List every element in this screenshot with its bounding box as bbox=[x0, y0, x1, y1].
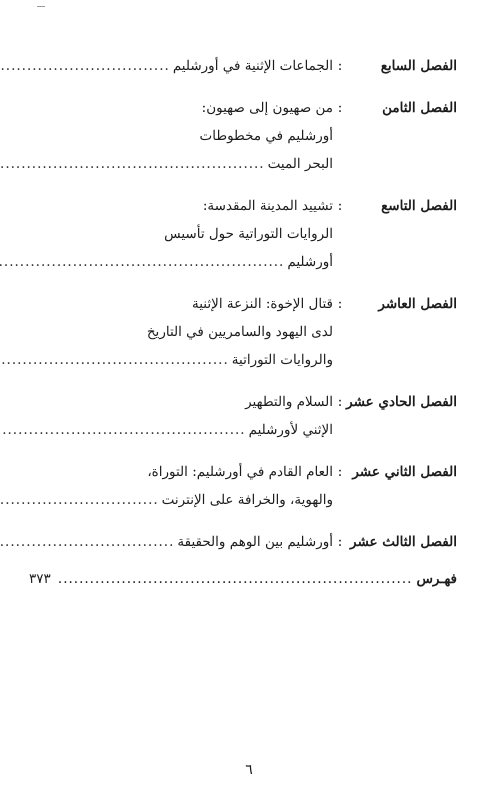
title-line-with-page bbox=[0, 486, 334, 514]
chapter-title-block bbox=[0, 290, 334, 374]
dot-leader bbox=[58, 571, 417, 587]
chapter-title-text: البحر الميت bbox=[268, 156, 334, 172]
chapter-title-block bbox=[0, 388, 334, 444]
title-line-with-page bbox=[0, 52, 334, 80]
separator-colon: : bbox=[338, 296, 344, 312]
chapter-title-text: الإثني لأورشليم bbox=[249, 422, 334, 438]
separator-colon: : bbox=[338, 198, 344, 214]
chapter-label: الفصل الحادي عشر bbox=[347, 394, 458, 410]
separator-colon: : bbox=[338, 58, 344, 74]
index-page-number: ٣٧٣ bbox=[30, 571, 52, 587]
chapter-title-text: الروايات التوراتية حول تأسيس bbox=[165, 226, 334, 242]
chapter-label: الفصل السابع bbox=[381, 58, 458, 74]
chapter-title-text: أورشليم bbox=[288, 254, 334, 270]
chapter-label: الفصل التاسع bbox=[382, 198, 458, 214]
chapter-label: الفصل الثاني عشر bbox=[353, 464, 458, 480]
toc-entry bbox=[30, 528, 458, 556]
dot-leader bbox=[0, 528, 178, 556]
chapter-label: الفصل الثامن bbox=[383, 100, 458, 116]
chapter-label: الفصل الثالث عشر bbox=[351, 534, 458, 550]
index-entry bbox=[30, 566, 458, 592]
chapter-title-text: تشييد المدينة المقدسة: bbox=[203, 198, 334, 214]
index-label: فهـرس bbox=[417, 571, 458, 587]
toc-entry bbox=[30, 458, 458, 514]
top-margin-mark bbox=[38, 6, 46, 7]
separator-colon: : bbox=[338, 464, 344, 480]
chapter-title-text: من صهيون إلى صهيون: bbox=[202, 100, 334, 116]
chapter-title-text: الجماعات الإثنية في أورشليم bbox=[173, 58, 334, 74]
chapter-title-block bbox=[0, 458, 334, 514]
toc-entry bbox=[30, 388, 458, 444]
dot-leader bbox=[0, 416, 250, 444]
chapter-title-text: لدى اليهود والسامريين في التاريخ bbox=[147, 324, 334, 340]
toc-entry bbox=[30, 290, 458, 374]
page-number: ٦ bbox=[246, 762, 254, 778]
chapter-title-text: أورشليم بين الوهم والحقيقة bbox=[178, 534, 334, 550]
chapter-label: الفصل العاشر bbox=[379, 296, 458, 312]
chapter-title-block bbox=[0, 94, 334, 178]
chapter-title-text: السلام والتطهير bbox=[246, 394, 334, 410]
dot-leader bbox=[0, 52, 174, 80]
chapter-title-text: أورشليم في مخطوطات bbox=[200, 128, 334, 144]
chapter-title-text: والهوية، والخرافة على الإنترنت bbox=[162, 492, 334, 508]
chapter-title-block bbox=[0, 528, 334, 556]
separator-colon: : bbox=[338, 534, 344, 550]
chapter-title-block bbox=[0, 52, 334, 80]
table-of-contents bbox=[30, 52, 458, 592]
dot-leader bbox=[0, 346, 233, 374]
title-line-with-page bbox=[0, 346, 334, 374]
toc-entry bbox=[30, 52, 458, 80]
dot-leader bbox=[0, 248, 288, 276]
dot-leader bbox=[0, 150, 269, 178]
dot-leader bbox=[0, 486, 163, 514]
chapter-title-text: العام القادم في أورشليم: التوراة، bbox=[148, 464, 334, 480]
separator-colon: : bbox=[338, 100, 344, 116]
title-line-with-page bbox=[0, 150, 334, 178]
chapter-title-text: قتال الإخوة: النزعة الإثنية bbox=[193, 296, 334, 312]
toc-entry bbox=[30, 192, 458, 276]
chapter-title-text: والروايات التوراتية bbox=[232, 352, 334, 368]
chapter-title-block bbox=[0, 192, 334, 276]
title-line-with-page bbox=[0, 248, 334, 276]
separator-colon: : bbox=[338, 394, 344, 410]
toc-entry bbox=[30, 94, 458, 178]
title-line-with-page bbox=[0, 416, 334, 444]
title-line-with-page bbox=[0, 528, 334, 556]
